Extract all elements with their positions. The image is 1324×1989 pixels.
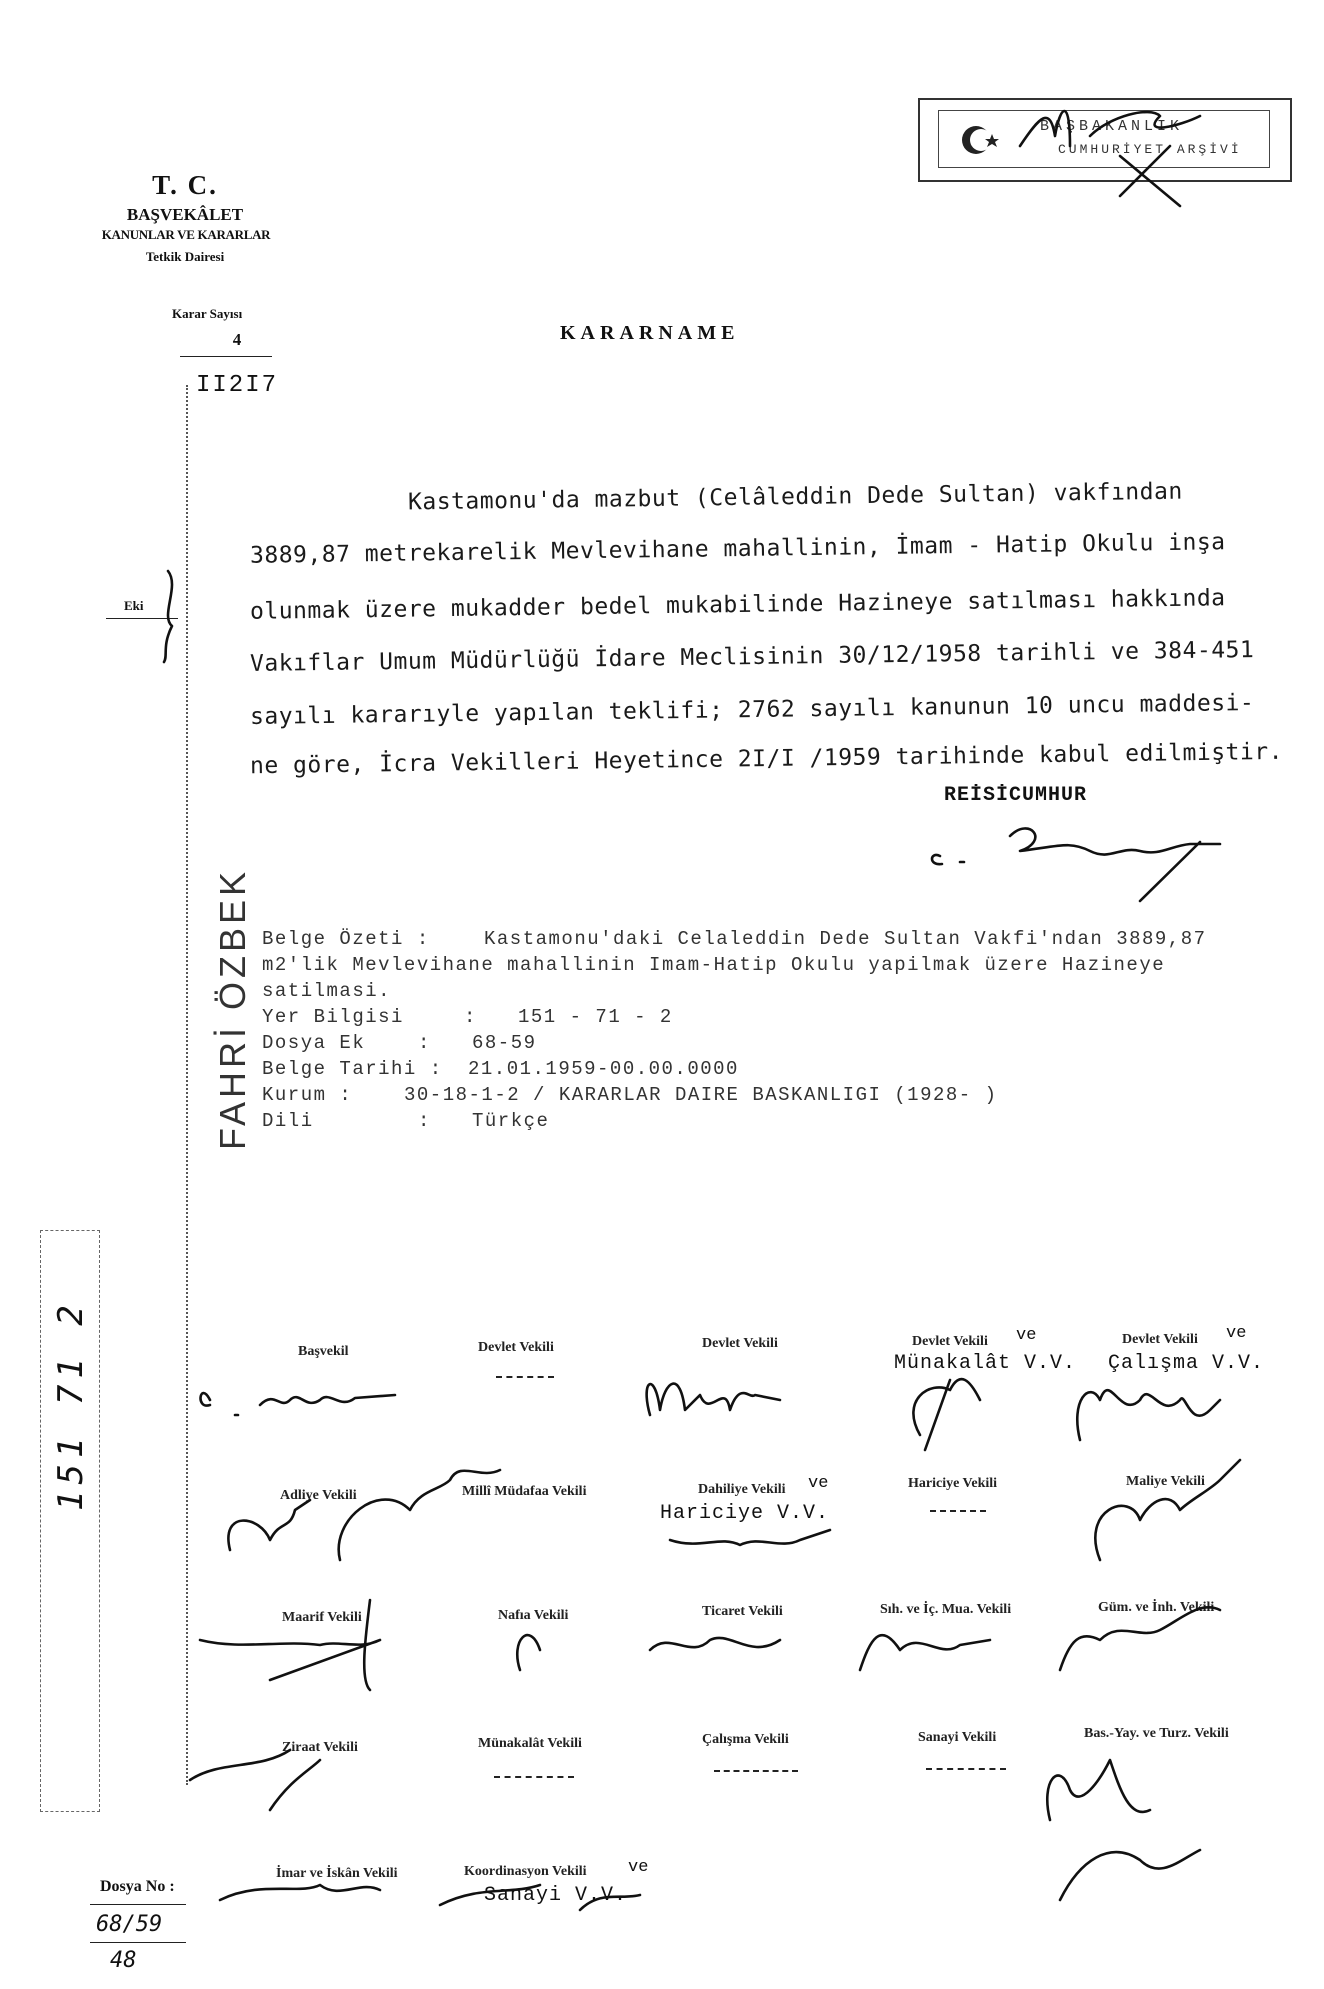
- minister-gumruk: Güm. ve İnh. Vekili: [1098, 1600, 1215, 1615]
- dili-label: Dili: [262, 1110, 314, 1132]
- dosya-ek-colon: :: [418, 1032, 431, 1054]
- tetkik-dairesi: Tetkik Dairesi: [145, 249, 225, 264]
- dosya-no-value: 68/59: [96, 1912, 163, 1937]
- reisicumhur-signature: [920, 806, 1250, 906]
- typed-sanayi-vv: Sanayi V.V.: [484, 1884, 628, 1907]
- minister-ticaret: Ticaret Vekili: [702, 1604, 783, 1619]
- dosya-no-line-2: [90, 1942, 186, 1943]
- stamp-signature: [1000, 76, 1240, 216]
- minister-hariciye: Hariciye Vekili: [908, 1476, 998, 1491]
- body-line-3: olunmak üzere mukadder bedel mukabilinde Hazineye satılması hakkında: [249, 585, 1226, 625]
- typed-hariciye-vv: Hariciye V.V.: [660, 1502, 830, 1525]
- body-line-4: Vakıflar Umum Müdürlüğü İdare Meclisinin 30/12/1958 tarihli ve 384-451: [249, 636, 1255, 678]
- ve-mark-4: ve: [1226, 1324, 1247, 1343]
- dosya-ek-value: 68-59: [472, 1032, 537, 1054]
- minister-devlet-4: Devlet Vekili: [1122, 1332, 1198, 1347]
- minister-ziraat: Ziraat Vekili: [282, 1740, 358, 1755]
- typed-munakalat-vv: Münakalât V.V.: [894, 1352, 1077, 1375]
- belge-tarihi-value: 21.01.1959-00.00.0000: [468, 1058, 739, 1080]
- yer-bilgisi-colon: :: [464, 1006, 477, 1028]
- dosya-no-line: [90, 1904, 186, 1905]
- dili-value: Türkçe: [472, 1110, 550, 1132]
- ek-label: Eki: [124, 598, 144, 613]
- minister-imar-iskan: İmar ve İskân Vekili: [276, 1866, 398, 1881]
- reisicumhur-label: REİSİCUMHUR: [944, 784, 1088, 807]
- minister-milli-mudafaa: Millî Müdafaa Vekili: [462, 1484, 587, 1499]
- margin-archive-strip: [40, 1230, 100, 1812]
- dosya-no-label: Dosya No :: [100, 1878, 175, 1895]
- ek-scribble: [150, 566, 190, 666]
- basvekalet: BAŞVEKÂLET: [126, 205, 244, 224]
- belge-ozeti-3: satilmasi.: [262, 980, 392, 1002]
- body-line-6: ne göre, İcra Vekilleri Heyetince 2I/I /1959 tarihinde kabul edilmiştir.: [249, 738, 1284, 780]
- karar-handwritten-number: II2I7: [196, 372, 279, 399]
- belge-ozeti-2: m2'lik Mevlevihane mahallinin Imam-Hatip Okulu yapilmak üzere Hazineye: [262, 954, 1166, 976]
- minister-signatures: [180, 1340, 1290, 1980]
- body-line-5: sayılı kararıyle yapılan teklifi; 2762 sayılı kanunun 10 uncu maddesi-: [249, 689, 1255, 731]
- belge-tarihi-label: Belge Tarihi :: [262, 1058, 443, 1080]
- minister-munakalat: Münakalât Vekili: [478, 1736, 582, 1751]
- ve-mark-3: ve: [1016, 1326, 1037, 1345]
- crescent-star-icon: [956, 120, 1006, 160]
- minister-basin-yayin: Bas.-Yay. ve Turz. Vekili: [1084, 1726, 1229, 1741]
- ve-mark-koordinasyon: ve: [628, 1858, 649, 1877]
- karar-sayisi-label: Karar Sayısı: [172, 306, 243, 321]
- stamp-line1: BAŞBAKANLIK: [1040, 118, 1184, 135]
- karar-sayisi-underline: [180, 356, 272, 357]
- ve-mark-dahiliye: ve: [808, 1474, 829, 1493]
- minister-sanayi: Sanayi Vekili: [918, 1730, 997, 1745]
- dosya-ek-label: Dosya Ek: [262, 1032, 366, 1054]
- body-line-2: 3889,87 metrekarelik Mevlevihane mahallinin, İmam - Hatip Okulu inşa: [249, 529, 1226, 569]
- minister-devlet-1: Devlet Vekili: [478, 1340, 554, 1355]
- minister-maliye: Maliye Vekili: [1126, 1474, 1205, 1489]
- letterhead: [100, 170, 270, 265]
- yer-bilgisi-value: 151 - 71 - 2: [518, 1006, 673, 1028]
- belge-ozeti-1: Kastamonu'daki Celaleddin Dede Sultan Vakfi'ndan 3889,87: [484, 928, 1207, 950]
- archive-stamp: [918, 98, 1292, 182]
- dosya-no-sub: 48: [110, 1948, 137, 1973]
- dili-colon: :: [418, 1110, 431, 1132]
- minister-adliye: Adliye Vekili: [280, 1488, 357, 1503]
- minister-dahiliye: Dahiliye Vekili: [698, 1482, 786, 1497]
- kurum-label: Kurum :: [262, 1084, 353, 1106]
- tc-title: T. C.: [152, 170, 218, 200]
- minister-maarif: Maarif Vekili: [282, 1610, 362, 1625]
- minister-devlet-2: Devlet Vekili: [702, 1336, 778, 1351]
- watermark: FAHRİ ÖZBEK: [212, 867, 253, 1150]
- minister-nafia: Nafıa Vekili: [498, 1608, 569, 1623]
- yer-bilgisi-label: Yer Bilgisi: [262, 1006, 404, 1028]
- margin-stamp-number: 151 71 2: [51, 1299, 91, 1511]
- stamp-line2: CUMHURİYET ARŞİVİ: [1058, 142, 1242, 157]
- kanunlar-ve-kararlar: KANUNLAR VE KARARLAR: [101, 227, 271, 242]
- minister-basvekil: Başvekil: [298, 1344, 349, 1359]
- belge-ozeti-label: Belge Özeti :: [262, 928, 430, 950]
- minister-calisma: Çalışma Vekili: [702, 1732, 789, 1747]
- kurum-value: 30-18-1-2 / KARARLAR DAIRE BASKANLIGI (1928- ): [404, 1084, 998, 1106]
- body-line-1: Kastamonu'da mazbut (Celâleddin Dede Sultan) vakfından: [407, 478, 1183, 516]
- typed-calisma-vv: Çalışma V.V.: [1108, 1352, 1265, 1375]
- minister-sihhiye: Sıh. ve İç. Mua. Vekili: [880, 1602, 1012, 1617]
- karar-sayisi-value: 4: [232, 330, 242, 349]
- minister-devlet-3: Devlet Vekili: [912, 1334, 988, 1349]
- minister-koordinasyon: Koordinasyon Vekili: [464, 1864, 587, 1879]
- document-title: KARARNAME: [560, 322, 740, 344]
